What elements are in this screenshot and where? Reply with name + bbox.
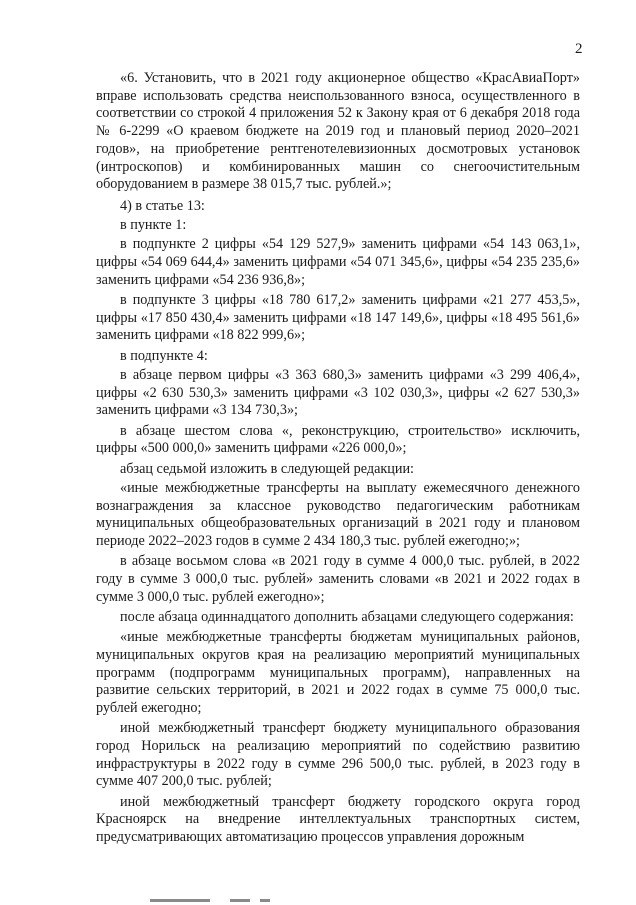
paragraph-after-eleventh: после абзаца одиннадцатого дополнить абзацами следующего содержания: [120, 608, 574, 625]
paragraph-sixth-abzats: в абзаце шестом слова «, реконструкцию, строительство» исключить, цифры «500 000,0» заменить цифрами «226 000,0»; [96, 422, 580, 457]
paragraph-norilsk-transfer: иной межбюджетный трансферт бюджету муниципального образования город Норильск на реализацию мероприятий по содействию развитию инфраструктуры в 2022 году в сумме 296 500,0 тыс. рублей, в 2023 году в сумме 407 200,0 тыс. рублей; [96, 720, 580, 790]
scan-edge-marks [150, 895, 350, 905]
paragraph-seventh-abzats: абзац седьмой изложить в следующей редакции: [120, 460, 415, 477]
page-number: 2 [575, 41, 583, 57]
paragraph-krasnoyarsk-transfer: иной межбюджетный трансферт бюджету городского округа город Красноярск на внедрение интеллектуальных транспортных систем, предусматривающих автоматизацию процессов управления дорожным [96, 793, 580, 846]
paragraph-subpoint-2: в подпункте 2 цифры «54 129 527,9» заменить цифрами «54 143 063,1», цифры «54 069 644,4» заменить цифрами «54 071 345,6», цифры «54 235 235,6» заменить цифрами «54 236 936,8»; [96, 236, 580, 288]
paragraph-eighth-abzats: в абзаце восьмом слова «в 2021 году в сумме 4 000,0 тыс. рублей, в 2022 году в сумме 3 000,0 тыс. рублей» заменить словами «в 2021 и 2022 годах в сумме 3 000,0 тыс. рублей ежегодно»; [96, 553, 580, 605]
paragraph-first-abzats: в абзаце первом цифры «3 363 680,3» заменить цифрами «3 299 406,4», цифры «2 630 530,3» заменить цифрами «3 102 030,3», цифры «2 627 530,3» заменить цифрами «3 134 730,3»; [96, 366, 580, 419]
paragraph-seventh-text: «иные межбюджетные трансферты на выплату ежемесячного денежного вознаграждения за классное руководство педагогическим работникам муниципальных общеобразовательных организаций в 2021 году и плановом периоде 2022–2023 годов в сумме 2 434 180,3 тыс. рублей ежегодно;»; [96, 479, 580, 549]
document-body [96, 70, 580, 849]
paragraph-clause-6: «6. Установить, что в 2021 году акционерное общество «КрасАвиаПорт» вправе использовать средства неиспользованного взноса, осуществленного в соответствии со строкой 4 приложения 52 к Закону края от 6 декабря 2018 года № 6-2299 «О краевом бюджете на 2019 год и плановый период 2020–2021 годов», на приобретение рентгенотелевизионных досмотровых установок (интроскопов) и комбинированных машин со снегоочистительным оборудованием в размере 38 015,7 тыс. рублей.»; [96, 70, 580, 193]
paragraph-rural-transfers: «иные межбюджетные трансферты бюджетам муниципальных районов, муниципальных округов края на реализацию мероприятий муниципальных программ (подпрограмм муниципальных программ), направленных на развитие сельских территорий, в 2021 и 2022 годах в сумме 75 000,0 тыс. рублей ежегодно; [96, 629, 580, 717]
paragraph-subpoint-3: в подпункте 3 цифры «18 780 617,2» заменить цифрами «21 277 453,5», цифры «17 850 430,4» заменить цифрами «18 147 149,6», цифры «18 495 561,6» заменить цифрами «18 822 999,6»; [96, 292, 580, 344]
paragraph-point-1: в пункте 1: [120, 217, 187, 234]
paragraph-article-13: 4) в статье 13: [120, 197, 205, 214]
paragraph-subpoint-4: в подпункте 4: [120, 347, 208, 364]
